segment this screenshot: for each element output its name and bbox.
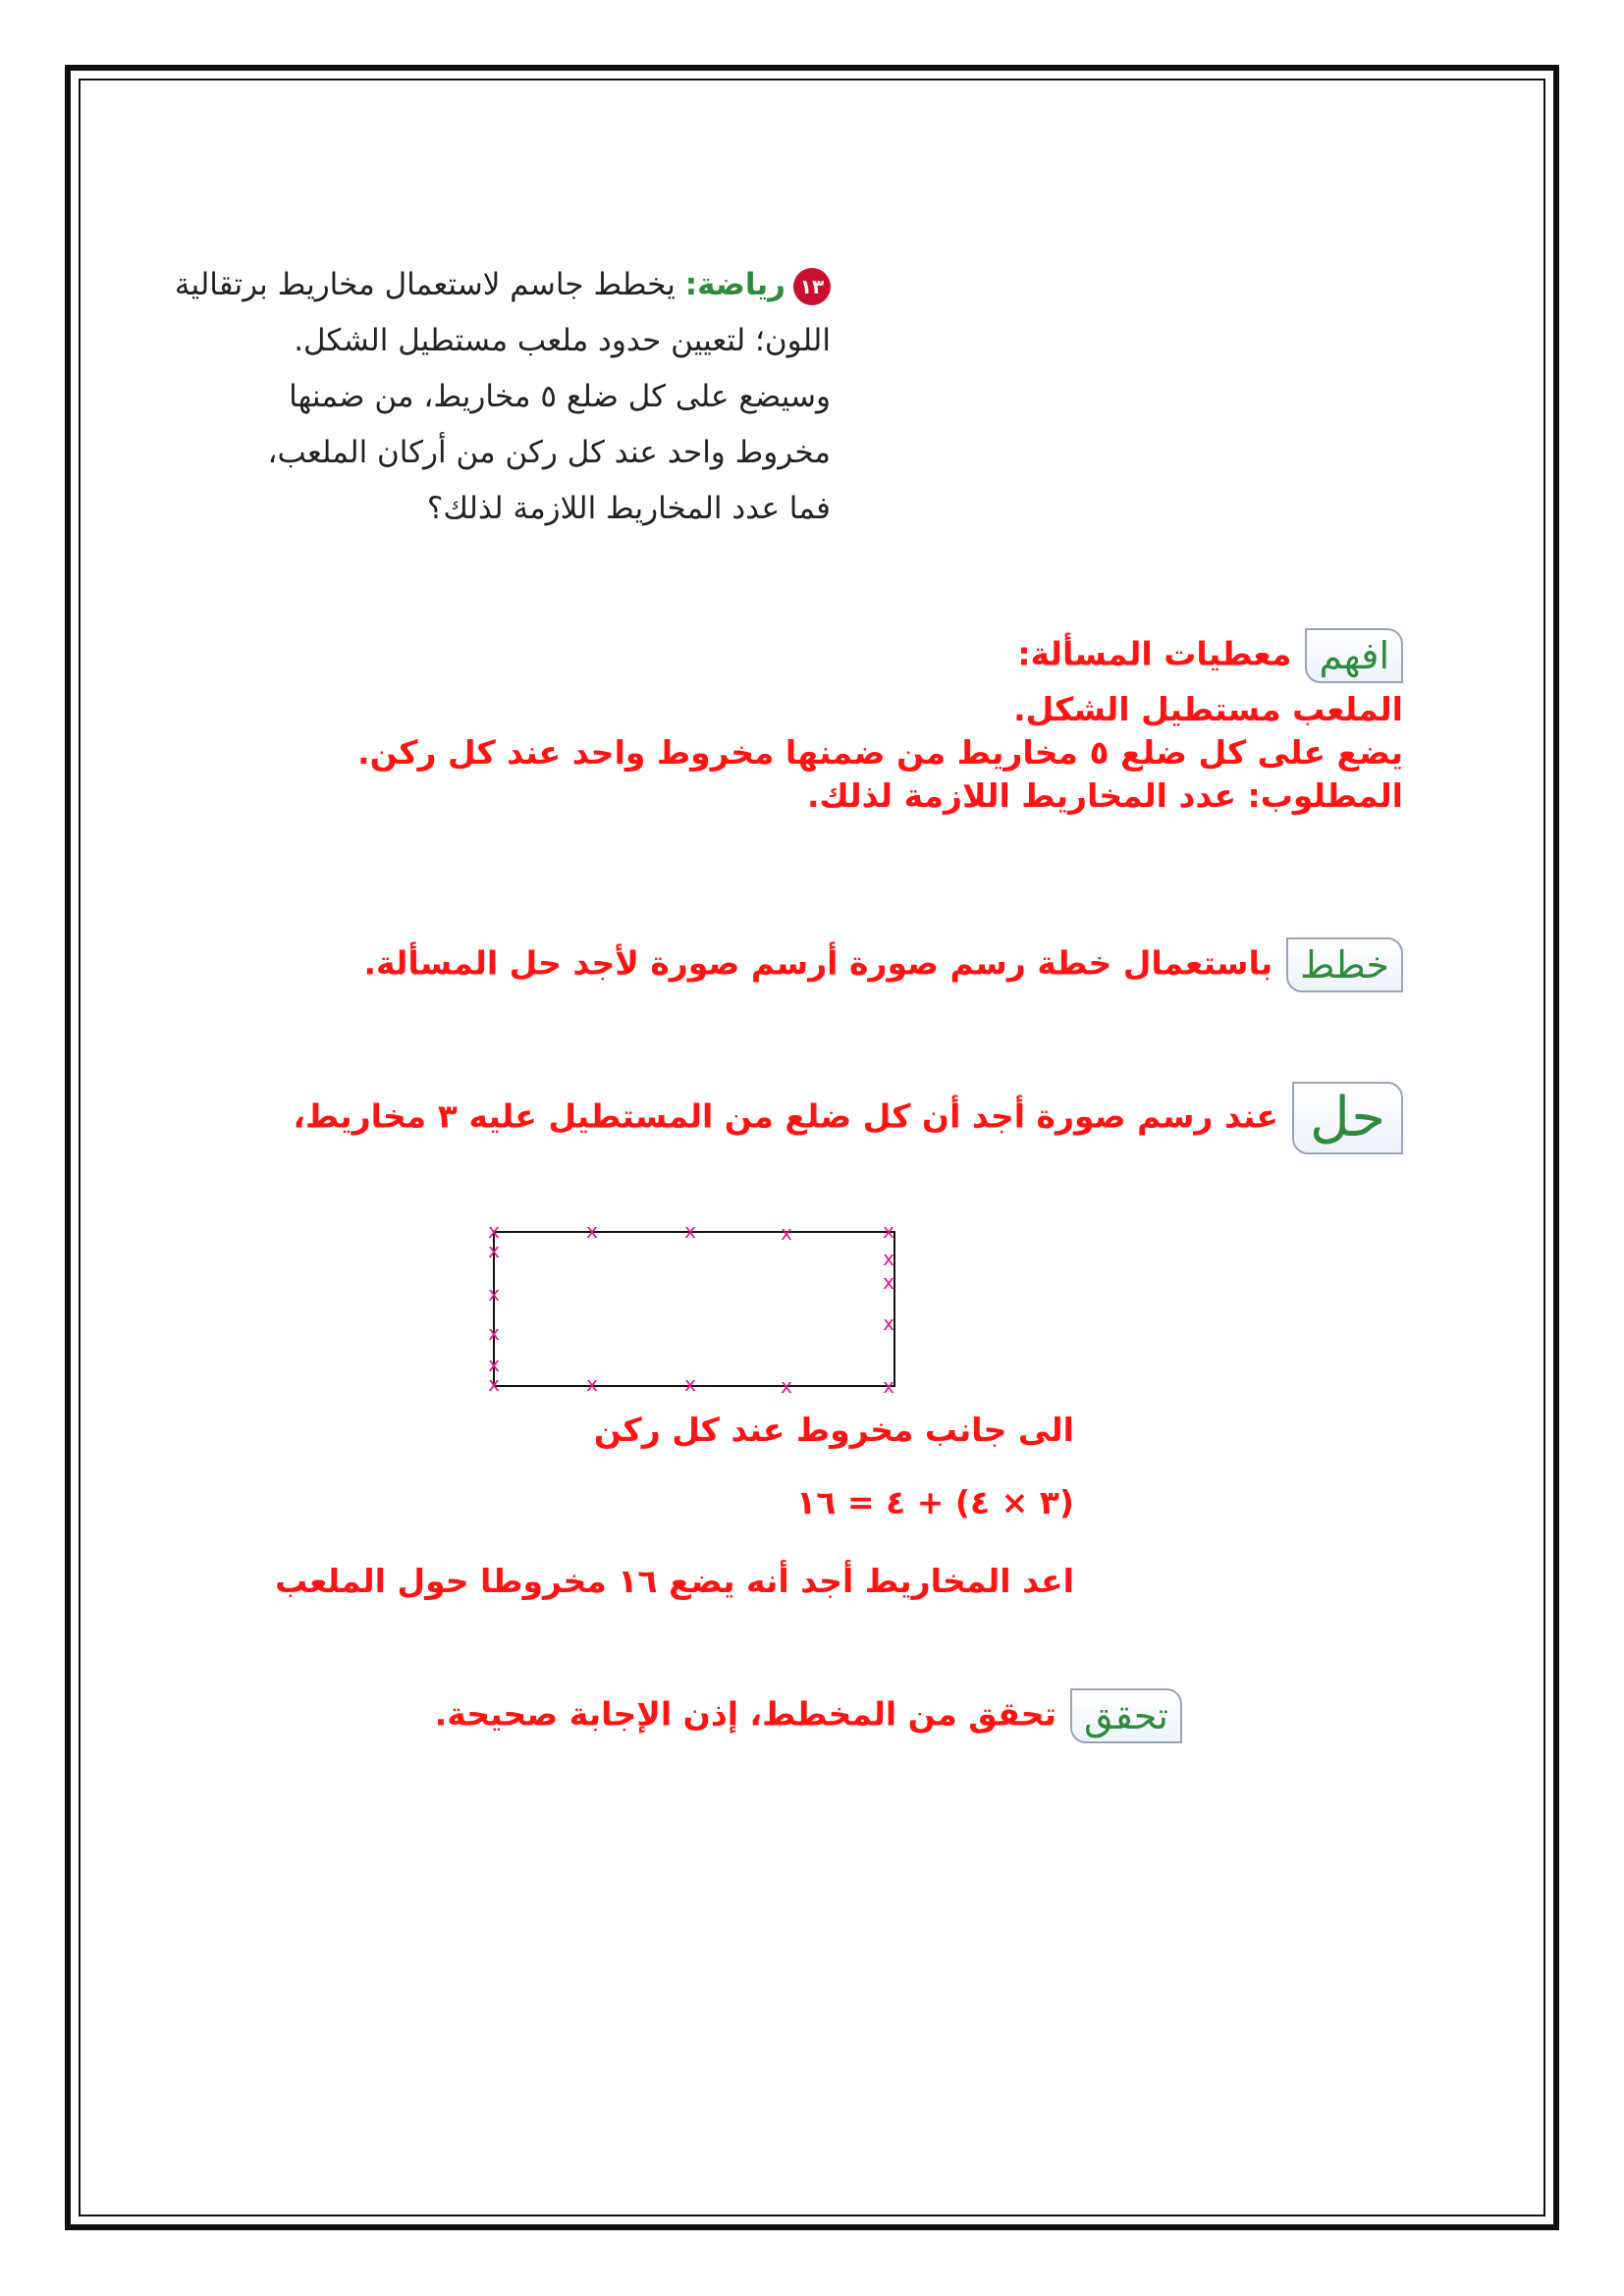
cone-marker: x: [488, 1222, 500, 1243]
field-rectangle-diagram: [486, 1222, 913, 1404]
solve-text: عند رسم صورة أجد أن كل ضلع من المستطيل عليه ٣ مخاريط،: [293, 1096, 1278, 1136]
given-line-1: الملعب مستطيل الشكل.: [1013, 690, 1403, 728]
check-row: [435, 1688, 1182, 1743]
given-line-2: يضع على كل ضلع ٥ مخاريط من ضمنها مخروط واحد عند كل ركن.: [357, 733, 1403, 772]
solve-tag: حل: [1292, 1082, 1403, 1154]
understand-tag: افهم: [1305, 628, 1403, 683]
problem-line-5: فما عدد المخاريط اللازمة لذلك؟: [426, 491, 831, 526]
problem-number-badge: ١٣: [793, 268, 831, 305]
understand-heading: معطيات المسألة:: [1017, 634, 1292, 673]
cone-marker: x: [883, 1311, 894, 1335]
check-text: تحقق من المخطط، إذن الإجابة صحيحة.: [434, 1694, 1056, 1734]
cone-marker: x: [883, 1270, 894, 1294]
field-rectangle: [494, 1232, 894, 1386]
problem-line-2: اللون؛ لتعيين حدود ملعب مستطيل الشكل.: [294, 323, 831, 358]
plan-tag: خطط: [1286, 937, 1403, 992]
cone-marker: x: [488, 1353, 500, 1376]
plan-text: باستعمال خطة رسم صورة أرسم صورة لأجد حل المسألة.: [363, 943, 1273, 983]
solve-line-3: اعد المخاريط أجد أنه يضع ١٦ مخروطا حول الملعب: [275, 1562, 1074, 1600]
cone-marker: x: [781, 1222, 792, 1245]
cone-marker: x: [781, 1374, 792, 1398]
check-tag: تحقق: [1070, 1688, 1182, 1743]
problem-topic: رياضة:: [684, 267, 785, 302]
cone-marker: x: [488, 1239, 500, 1262]
problem-line-4: مخروط واحد عند كل ركن من أركان الملعب،: [267, 435, 831, 470]
cone-marker: x: [586, 1222, 598, 1243]
cone-markers: [488, 1222, 894, 1398]
solve-row: [293, 1082, 1403, 1154]
cone-marker: x: [883, 1374, 894, 1398]
required-line: المطلوب: عدد المخاريط اللازمة لذلك.: [806, 776, 1403, 815]
problem-text: يخطط جاسم لاستعمال مخاريط برتقالية: [174, 267, 685, 302]
problem-line-1: [174, 257, 831, 313]
cone-marker: x: [883, 1222, 894, 1243]
problem-line-3: وسيضع على كل ضلع ٥ مخاريط، من ضمنها: [289, 379, 831, 414]
cone-marker: x: [883, 1247, 894, 1270]
cone-marker: x: [488, 1321, 500, 1345]
cone-marker: x: [684, 1222, 696, 1243]
equation: (٣ × ٤) + ٤ = ١٦: [796, 1483, 1074, 1522]
cone-marker: x: [488, 1372, 500, 1396]
cone-marker: x: [488, 1282, 500, 1306]
cone-marker: x: [586, 1372, 598, 1396]
problem-statement: [174, 257, 831, 537]
solve-line-2: الى جانب مخروط عند كل ركن: [593, 1411, 1074, 1449]
cone-marker: x: [684, 1372, 696, 1396]
understand-heading-row: [1017, 628, 1403, 683]
plan-row: [363, 937, 1403, 992]
